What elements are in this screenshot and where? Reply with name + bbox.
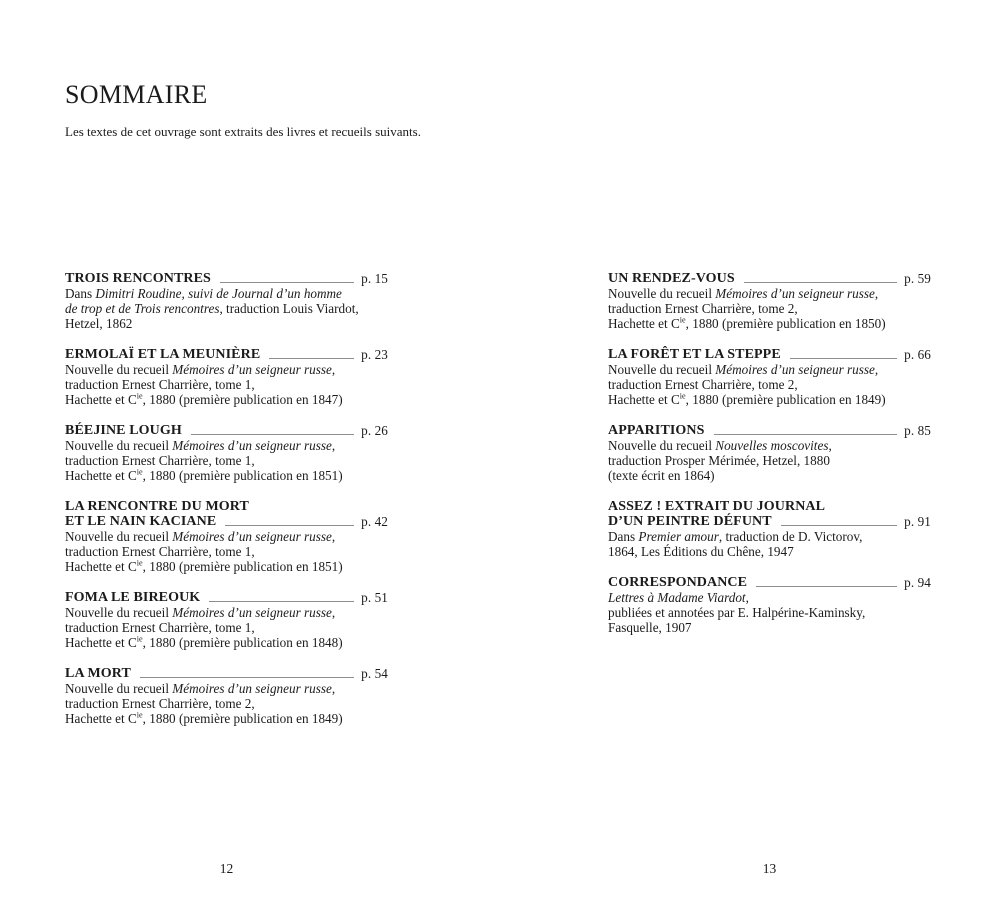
toc-entry — [65, 499, 388, 574]
entry-description-line: traduction Ernest Charrière, tome 1, — [65, 453, 255, 468]
entry-description-line: Lettres à Madame Viardot, — [608, 590, 749, 605]
entry-title: LA FORÊT ET LA STEPPE — [608, 347, 781, 362]
entry-title-line: LA RENCONTRE DU MORT — [65, 499, 249, 514]
entry-description-line: traduction Ernest Charrière, tome 1, — [65, 620, 255, 635]
entry-title-row — [65, 590, 388, 605]
entry-description-line: traduction Ernest Charrière, tome 2, — [65, 696, 255, 711]
entry-description-line: Hachette et $C^{ie}$, 1880 (première publication en 1851) — [65, 467, 343, 483]
entry-description-line: Hachette et $C^{ie}$, 1880 (première publication en 1847) — [65, 391, 343, 407]
entry-description-line: Hachette et $C^{ie}$, 1880 (première publication en 1849) — [608, 391, 886, 407]
leader-line — [790, 358, 897, 359]
leader-line — [220, 282, 354, 283]
entry-title-row — [65, 271, 388, 286]
entry-description-line: Nouvelle du recueil Mémoires d’un seigneur russe, — [65, 438, 336, 453]
entry-title: BÉEJINE LOUGH — [65, 423, 182, 438]
entry-title-row — [608, 423, 931, 438]
entry-page-number: p. 94 — [904, 575, 931, 590]
entry-title: FOMA LE BIREOUK — [65, 590, 201, 605]
entry-description-line: Fasquelle, 1907 — [608, 620, 692, 635]
entry-title-row — [608, 575, 931, 590]
entry-description-line: de trop et de Trois rencontres, traduction Louis Viardot, — [65, 301, 359, 316]
page-title: SOMMAIRE — [65, 80, 208, 109]
toc-column-left — [65, 271, 388, 742]
toc-entry — [65, 590, 388, 650]
entry-title-row — [608, 347, 931, 362]
entry-description-line: traduction Ernest Charrière, tome 2, — [608, 377, 798, 392]
folio-right: 13 — [762, 861, 777, 876]
entry-description-line: Hachette et $C^{ie}$, 1880 (première publication en 1850) — [608, 315, 886, 331]
entry-title: D’UN PEINTRE DÉFUNT — [608, 514, 772, 529]
entry-description-line: Hetzel, 1862 — [65, 316, 133, 331]
entry-description-line: Hachette et $C^{ie}$, 1880 (première publication en 1848) — [65, 634, 343, 650]
entry-description-line: publiées et annotées par E. Halpérine-Kaminsky, — [608, 605, 866, 620]
entry-title: LA MORT — [65, 666, 131, 681]
entry-description-line: Nouvelle du recueil Mémoires d’un seigneur russe, — [65, 362, 336, 377]
entry-page-number: p. 66 — [904, 347, 931, 362]
entry-description-line: Nouvelle du recueil Mémoires d’un seigneur russe, — [65, 529, 336, 544]
entry-title-row — [608, 514, 931, 529]
folio-left: 12 — [219, 861, 234, 876]
entry-page-number: p. 54 — [361, 666, 388, 681]
leader-line — [225, 525, 354, 526]
entry-description-line: traduction Ernest Charrière, tome 1, — [65, 377, 255, 392]
entry-title: ERMOLAÏ ET LA MEUNIÈRE — [65, 347, 261, 362]
entry-title: CORRESPONDANCE — [608, 575, 748, 590]
entry-title-row — [65, 514, 388, 529]
entry-title-row — [65, 666, 388, 681]
entry-description-line: Dans Dimitri Roudine, suivi de Journal d’un homme — [65, 286, 342, 301]
entry-title: TROIS RENCONTRES — [65, 271, 211, 286]
toc-entry — [608, 271, 931, 331]
entry-description-line: Nouvelle du recueil Mémoires d’un seigneur russe, — [608, 286, 879, 301]
entry-page-number: p. 26 — [361, 423, 388, 438]
entry-page-number: p. 91 — [904, 514, 931, 529]
entry-page-number: p. 42 — [361, 514, 388, 529]
entry-description-line: Dans Premier amour, traduction de D. Victorov, — [608, 529, 863, 544]
toc-entry — [608, 499, 931, 559]
entry-title: ET LE NAIN KACIANE — [65, 514, 217, 529]
entry-title-row — [608, 271, 931, 286]
toc-column-right — [608, 271, 931, 651]
entry-page-number: p. 85 — [904, 423, 931, 438]
entry-description-line: traduction Prosper Mérimée, Hetzel, 1880 — [608, 453, 830, 468]
leader-line — [269, 358, 354, 359]
entry-description-line: Nouvelle du recueil Mémoires d’un seigneur russe, — [608, 362, 879, 377]
entry-description-line: (texte écrit en 1864) — [608, 468, 715, 483]
entry-description-line: traduction Ernest Charrière, tome 2, — [608, 301, 798, 316]
leader-line — [714, 434, 898, 435]
toc-entry — [65, 423, 388, 483]
entry-title: APPARITIONS — [608, 423, 705, 438]
leader-line — [140, 677, 354, 678]
entry-page-number: p. 23 — [361, 347, 388, 362]
entry-description-line: Nouvelle du recueil Mémoires d’un seigneur russe, — [65, 681, 336, 696]
leader-line — [756, 586, 897, 587]
toc-entry — [65, 666, 388, 726]
entry-description-line: traduction Ernest Charrière, tome 1, — [65, 544, 255, 559]
entry-description-line: Hachette et $C^{ie}$, 1880 (première publication en 1849) — [65, 710, 343, 726]
toc-entry — [608, 347, 931, 407]
toc-entry — [65, 347, 388, 407]
page-subtitle: Les textes de cet ouvrage sont extraits des livres et recueils suivants. — [65, 124, 421, 139]
entry-page-number: p. 15 — [361, 271, 388, 286]
entry-description-line: Nouvelle du recueil Nouvelles moscovites, — [608, 438, 832, 453]
entry-page-number: p. 59 — [904, 271, 931, 286]
toc-entry — [608, 575, 931, 635]
entry-title-row — [65, 423, 388, 438]
toc-entry — [608, 423, 931, 483]
entry-description-line: Nouvelle du recueil Mémoires d’un seigneur russe, — [65, 605, 336, 620]
leader-line — [744, 282, 897, 283]
entry-description-line: 1864, Les Éditions du Chêne, 1947 — [608, 544, 794, 559]
leader-line — [209, 601, 354, 602]
entry-page-number: p. 51 — [361, 590, 388, 605]
leader-line — [191, 434, 354, 435]
entry-description-line: Hachette et $C^{ie}$, 1880 (première publication en 1851) — [65, 558, 343, 574]
entry-title: UN RENDEZ-VOUS — [608, 271, 735, 286]
leader-line — [781, 525, 897, 526]
toc-entry — [65, 271, 388, 331]
entry-title-row — [65, 347, 388, 362]
entry-title-line: ASSEZ ! EXTRAIT DU JOURNAL — [608, 499, 826, 514]
